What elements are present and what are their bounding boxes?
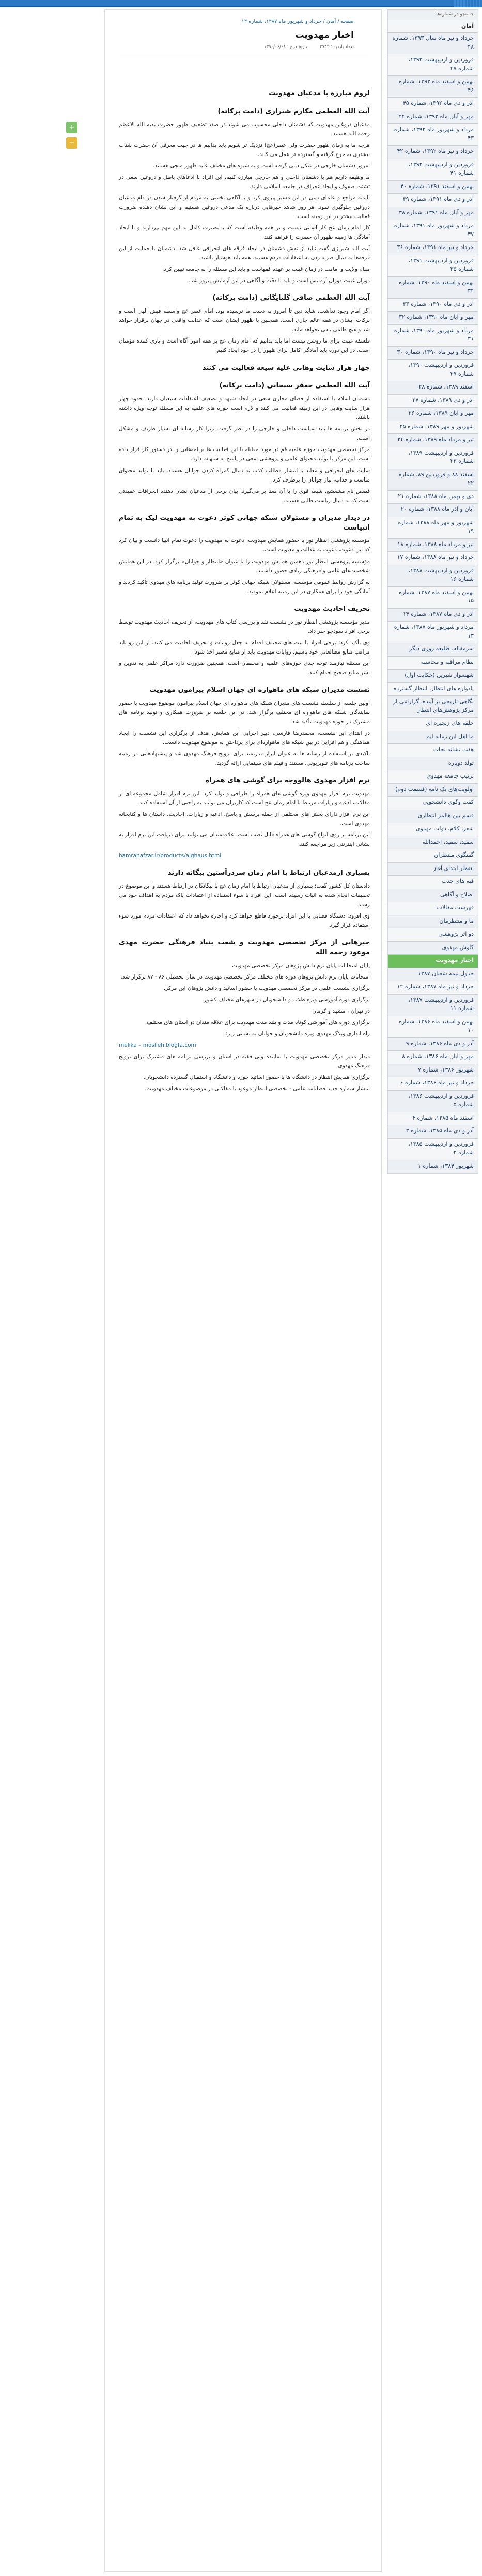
paragraph: دادستان کل کشور گفت: بسیاری از مدعیان ارتباط با امام زمان عج با بیگانگان در ارتباط هستند و این موضوع در تحقیقات انجام شده به اثبات رسیده است. این افراد با سوء استفاده از اعتقادات پاک مردم به اهداف خود می رسند. xyxy=(119,883,370,908)
section-heading: تحریف احادیث مهدویت xyxy=(294,604,370,613)
sidebar-item[interactable]: هفت نشانه نجات xyxy=(388,744,478,757)
breadcrumb-separator: / xyxy=(337,19,339,24)
issues-sidebar xyxy=(387,9,478,1174)
breadcrumb-separator: / xyxy=(323,19,325,24)
sidebar-item[interactable]: بهمن و اسفند ماه ۱۳۸۶، شماره ۱۰ xyxy=(388,1016,478,1038)
paragraph: سایت های انحرافی و معاند با انتشار مطالب کذب به دنبال گمراه کردن جوانان هستند. باید با تولید محتوای مناسب و جذاب، نیاز جوانان را برطرف کرد. xyxy=(119,467,370,483)
sidebar-item[interactable]: فروردین و اردیبهشت ۱۳۸۵، شماره ۲ xyxy=(388,1139,478,1160)
paragraph: مدیر مؤسسه پژوهشی انتظار نور در نشست نقد و بررسی کتاب های مهدویت، از تحریف احادیث مهدویت توسط برخی افراد سودجو خبر داد. xyxy=(119,618,370,634)
sidebar-item[interactable]: انتظار ابتدای آغاز xyxy=(388,863,478,876)
sidebar-item[interactable]: خرداد و تیر ماه ۱۳۸۶، شماره ۶ xyxy=(388,1077,478,1091)
publish-date: تاریخ درج : ۱۳۹۰/۰۶/۰۸ xyxy=(263,44,307,50)
paragraph: تاکیدی بر استفاده از رسانه ها به عنوان ابزار قدرتمند برای ترویج فرهنگ مهدوی شد و پیشنهادهایی در زمینه ساخت برنامه های تلویزیونی، مستند و فیلم های سینمایی ارائه گردید. xyxy=(119,750,370,766)
sidebar-item[interactable]: تیر و مرداد ماه ۱۳۸۹، شماره ۲۴ xyxy=(388,434,478,447)
sidebar-item[interactable]: شهریور ۱۳۸۴، شماره ۱ xyxy=(388,1160,478,1174)
paragraph: مؤسسه پژوهشی انتظار نور دهمین همایش مهدویت را با عنوان «انتظار و جوانان» برگزار کرد. در این همایش شخصیت‌های علمی و فرهنگی زیادی حضور داشتند. xyxy=(119,558,370,574)
sidebar-item[interactable]: تولد دوباره xyxy=(388,757,478,771)
sidebar-item[interactable]: مرداد و شهریور ماه ۱۳۹۲، شماره ۴۳ xyxy=(388,124,478,146)
sidebar-item[interactable]: شعر، کلام، دولت مهدوی xyxy=(388,823,478,836)
paragraph: آیت الله شیرازی گفت نباید از نقش دشمنان در ایجاد فرقه های انحرافی غافل شد. دشمنان با حمایت از این فرقه‌ها به دنبال ضربه زدن به اعتقادات مردم هستند. همه باید هوشیار باشند. xyxy=(119,245,370,261)
article-meta xyxy=(106,44,354,50)
sidebar-search-header[interactable]: جستجو در شماره‌ها xyxy=(388,10,478,20)
paragraph: این مسئله نیازمند توجه جدی حوزه‌های علمیه و محققان است. همچنین ضرورت دارد مراکز علمی به تدوین و نشر منابع صحیح اقدام کنند. xyxy=(119,660,370,676)
paragraph: امتحانات پایان ترم دانش پژوهان دوره های مختلف مرکز تخصصی مهدویت در سال تحصیلی ۸۶ - ۸۷ برگزار شد. xyxy=(120,973,370,980)
sidebar-item[interactable]: نگاهی تاریخی بر آینده، گزارشی از مرکز پژوهش‌های انتظار xyxy=(388,696,478,718)
sidebar-item[interactable]: آبان و آذر ماه ۱۳۸۸، شماره ۲۰ xyxy=(388,504,478,517)
sidebar-item[interactable]: فروردین و اردیبهشت ۱۳۹۱، شماره ۳۵ xyxy=(388,255,478,277)
section-heading: لزوم مبارزه با مدعیان مهدویت xyxy=(269,89,370,97)
sidebar-item[interactable]: گفتگوی منتظران xyxy=(388,849,478,863)
sidebar-list xyxy=(388,33,478,1173)
paragraph: به گزارش روابط عمومی مؤسسه، مسئولان شبکه جهانی کوثر بر ضرورت تولید برنامه های مهدوی تأکید کردند و آمادگی خود را برای همکاری در این زمینه اعلام نمودند. xyxy=(119,579,370,595)
paragraph: این برنامه بر روی انواع گوشی های همراه قابل نصب است. علاقه‌مندان می توانند برای دریافت این نرم افزار به نشانی اینترنتی زیر مراجعه کنند. xyxy=(119,832,370,848)
sidebar-item[interactable]: مرداد و شهریور ماه ۱۳۹۰، شماره ۳۱ xyxy=(388,325,478,347)
paragraph: فلسفه غیبت برای ما روشن نیست اما باید بدانیم که امام زمان عج بر همه امور آگاه است و یاری کننده مؤمنان است. در این دوره باید آمادگی کامل برای ظهور را در خود ایجاد کنیم. xyxy=(119,338,370,354)
sidebar-item[interactable]: ترتیب جامعه مهدوی xyxy=(388,770,478,784)
sidebar-item[interactable]: اسفند ماه ۱۳۸۵، شماره ۴ xyxy=(388,1112,478,1126)
paragraph: اولین جلسه از سلسله نشست های مدیران شبکه های ماهواره ای جهان اسلام پیرامون موضوع مهدویت با حضور نمایندگان شبکه های ماهواره ای مختلف برگزار شد. در این جلسه بر ضرورت همکاری و تولید برنامه های مشترک در حوزه مهدویت تأکید شد. xyxy=(119,700,370,725)
sidebar-item[interactable]: فروردین و اردیبهشت ۱۳۸۸، شماره ۱۶ xyxy=(388,565,478,587)
sidebar-item[interactable]: خرداد و تیر ماه ۱۳۹۱، شماره ۳۶ xyxy=(388,242,478,255)
paragraph: دوران غیبت دوران آزمایش است و باید با دقت و آگاهی در این آزمایش پیروز شد. xyxy=(189,277,370,284)
paragraph: هرچه ما به زمان ظهور حضرت ولی عصر(عج) نزدیک تر شویم باید بدانیم ها در جهت معرفی آن حضرت شتاب بیشتری به خرج گرفته و گسترده تر عمل می کنند. xyxy=(119,142,370,158)
sidebar-item[interactable]: ما و منتظرمان xyxy=(388,915,478,929)
section-heading: خبرهایی از مرکز تخصصی مهدویت و شعب بنیاد فرهنگی حضرت مهدی موعود رحمه الله xyxy=(119,939,370,957)
sidebar-item[interactable]: آذر و دی ماه ۱۳۸۵، شماره ۳ xyxy=(388,1125,478,1139)
paragraph: امروز دشمنان خارجی در شکل دینی گرفته است و به شیوه های مختلف علیه ظهور منجی هستند. xyxy=(153,162,370,169)
paragraph: قصص نام مشعشع، شیعه قوی را با آن معنا بر می‌گیرد. بیان برخی از مدعیان نشان دهنده انحرافات عقیدتی است که به دنبال ریاست طلبی هستند. xyxy=(119,488,370,504)
section-heading: بسیاری ازمدعیان ارتباط با امام زمان سردرآستین بیگانه دارند xyxy=(167,869,370,877)
paragraph: برگزاری نشست علمی در مرکز تخصصی مهدویت با حضور اساتید و دانش پژوهان این مرکز. xyxy=(163,985,370,992)
paragraph: بایدبه مراجع و علمای دینی در این مسیر پیروی کرد و با آگاهی بخشی به مردم از گرفتار شدن در دام مدعیان دروغین جلوگیری نمود. هر روز شاهد خبرهایی درباره یک مدعی دروغین هستیم و این نشان دهنده ضرورت فعالیت بیشتر در این زمینه است. xyxy=(119,195,370,220)
sidebar-item[interactable]: بهمن و اسفند ماه ۱۳۹۲، شماره ۴۶ xyxy=(388,76,478,98)
article-link[interactable]: melika – moslleh.blogfa.com xyxy=(119,1042,196,1049)
paragraph: مدعیان دروغین مهدویت که دشمنان داخلی محسوب می شوند در صدد تضعیف ظهور حضرت بقیه الله الاعظم رحمه الله هستند. xyxy=(119,121,370,137)
sidebar-item[interactable]: دی و بهمن ماه ۱۳۸۸، شماره ۲۱ xyxy=(388,491,478,504)
sidebar-item[interactable]: ما اهل این زمانه ایم xyxy=(388,731,478,744)
paragraph: در تهران ، مشهد و کرمان xyxy=(312,1008,370,1015)
view-count: تعداد بازدید : ۳۷۴۴ xyxy=(320,44,354,50)
sidebar-item[interactable]: نظام مراقبه و محاسبه xyxy=(388,657,478,670)
sidebar-item[interactable]: فروردین و اردیبهشت ۱۳۹۲، شماره ۴۱ xyxy=(388,159,478,181)
paragraph: دشمنان اسلام با استفاده از فضای مجازی سعی در ایجاد شبهه و تضعیف اعتقادات شیعیان دارند. حدود چهار هزار سایت وهابی در این زمینه فعالیت می کنند و لازم است حوزه های علمیه به این مسئله توجه ویژه داشته باشند. xyxy=(119,396,370,421)
sidebar-item[interactable]: آذر و دی ماه ۱۳۸۶، شماره ۹ xyxy=(388,1038,478,1051)
sidebar-item[interactable]: مهر و آبان ماه ۱۳۹۲، شماره ۴۴ xyxy=(388,111,478,125)
sidebar-item[interactable]: مرداد و شهریور ماه ۱۳۹۱، شماره ۳۷ xyxy=(388,220,478,242)
sidebar-item[interactable]: فروردین و اردیبهشت ۱۳۸۷، شماره ۱۱ xyxy=(388,995,478,1016)
top-bar-stripes xyxy=(454,0,482,7)
section-heading: نرم افزار مهدوی هالووجه برای گوشی های همراه xyxy=(205,776,370,784)
sidebar-item[interactable]: خرداد و تیر ماه ۱۳۹۰، شماره ۳۰ xyxy=(388,347,478,360)
section-heading: چهار هزار سایت وهابی علیه شیعه فعالیت می کنند xyxy=(202,364,370,372)
sidebar-item[interactable]: بهمن و اسفند ۱۳۹۱، شماره ۴۰ xyxy=(388,181,478,194)
paragraph: ما وظیفه داریم هم با دشمنان داخلی و هم خارجی مبارزه کنیم، این افراد با ادعاهای باطل و دروغین سعی در تشتت صفوف و ایجاد انحراف در جامعه اسلامی دارند. xyxy=(119,174,370,190)
paragraph: راه اندازی وبلاگ مهدوی ویژه دانشجویان و جوانان به نشانی زیر: xyxy=(225,1031,370,1037)
paragraph: وی تأکید کرد: برخی افراد با نیت های مختلف اقدام به جعل روایات و تحریف احادیث می کنند، از این رو باید مراقب منابع مطالعاتی خود باشیم. روایات مهدویت باید از منابع معتبر اخذ شود. xyxy=(119,639,370,655)
sidebar-item[interactable]: شهریور و مهر ۱۳۸۹، شماره ۲۵ xyxy=(388,421,478,434)
section-heading: نشست مدیران شبکه های ماهواره ای جهان اسلام پیرامون مهدویت xyxy=(149,686,370,694)
paragraph: پایان امتحانات پایان ترم دانش پژوهان مرکز تخصصی مهدویت xyxy=(232,962,370,969)
sidebar-item[interactable]: شهریور ۱۳۸۶، شماره ۷ xyxy=(388,1064,478,1078)
sidebar-item[interactable]: خرداد و تیر ماه سال ۱۳۹۳، شماره ۴۸ xyxy=(388,33,478,54)
sidebar-item[interactable]: کفت وگوی دانشجویی xyxy=(388,797,478,810)
sidebar-item[interactable]: اصلاح و آگاهی xyxy=(388,889,478,903)
paragraph: مرکز تخصصی مهدویت حوزه علمیه قم در مورد مقابله با این فعالیت ها برنامه‌هایی را در دستور کار قرار داده است. این مرکز با تولید محتوای علمی و پژوهشی سعی در پاسخ به شبهات دارد. xyxy=(119,446,370,462)
sidebar-item[interactable]: حلقه های زنجیره ای xyxy=(388,718,478,731)
paragraph: برگزاری دوره های آموزشی کوتاه مدت و بلند مدت مهدویت برای علاقه مندان در استان های مختلف. xyxy=(145,1019,370,1026)
zoom-in-tab[interactable]: + xyxy=(66,122,77,133)
sidebar-item[interactable]: کاوش مهدوی xyxy=(388,942,478,955)
paragraph: برگزاری همایش انتظار در دانشگاه ها با حضور اساتید حوزه و دانشگاه و استقبال گسترده دانشجویان. xyxy=(143,1074,370,1081)
paragraph: مقام ولایت و امامت در زمان غیبت بر عهده فقهاست و باید این مسئله را به جامعه تبیین کرد. xyxy=(162,266,370,273)
sidebar-item[interactable]: مهر و آبان ماه ۱۳۹۰، شماره ۳۲ xyxy=(388,312,478,325)
sidebar-item[interactable]: فهرست مقالات xyxy=(388,902,478,915)
breadcrumb-item[interactable]: خرداد و شهریور ماه ۱۳۸۷، شماره ۱۳ xyxy=(241,19,322,24)
sidebar-item[interactable]: شهسوار شیرین (حکایت اول) xyxy=(388,670,478,683)
paragraph: مؤسسه پژوهشی انتظار نور با حضور همایش مهدویت، دعوت به مهدویت را دعوت تمام انبیا دانست و بیان کرد که این دعوت، دعوت به عدالت و معنویت است. xyxy=(119,537,370,553)
section-heading: آیت الله العظمی مکارم شیرازی (دامت برکاته) xyxy=(217,107,370,115)
sidebar-item[interactable]: خرداد و تیر ماه ۱۳۸۸، شماره ۱۷ xyxy=(388,552,478,565)
sidebar-item[interactable]: اولویت‌های یک نامه (قسمت دوم) xyxy=(388,784,478,797)
breadcrumb-item[interactable]: آمان xyxy=(326,19,336,24)
sidebar-title: آمان xyxy=(388,20,478,33)
paragraph: در ابتدای این نشست، محمدرضا فارسی، دبیر اجرایی این همایش، هدف از برگزاری این نشست را ایجاد هماهنگی و هم افزایی در بین شبکه های ماهواره‌ای برای پرداختن به موضوع مهدویت دانست. xyxy=(119,730,370,746)
paragraph: وی افزود: دستگاه قضایی با این افراد برخورد قاطع خواهد کرد و اجازه نخواهد داد که اعتقادات مردم مورد سوء استفاده قرار گیرد. xyxy=(119,913,370,929)
section-heading: آیت الله العظمی صافی گلپایگانی (دامت برکاته) xyxy=(212,294,370,302)
article-link[interactable]: hamrahafzar.ir/products/alghaus.html xyxy=(119,852,222,859)
sidebar-item[interactable]: دو اثر پژوهشی xyxy=(388,928,478,942)
sidebar-item[interactable]: تیر و مرداد ماه ۱۳۸۸، شماره ۱۸ xyxy=(388,539,478,552)
sidebar-item[interactable]: بهمن و اسفند ماه ۱۳۸۷، شماره ۱۵ xyxy=(388,587,478,609)
sidebar-item[interactable]: فروردین و اردیبهشت ۱۳۹۳، شماره ۴۷ xyxy=(388,54,478,76)
zoom-out-tab[interactable]: − xyxy=(66,137,77,149)
sidebar-item[interactable]: جدول نیمه شعبان ۱۳۸۷ xyxy=(388,968,478,982)
breadcrumb-item[interactable]: صفحه xyxy=(340,19,354,24)
sidebar-item[interactable]: آذر و دی ماه ۱۳۹۱، شماره ۳۹ xyxy=(388,194,478,207)
sidebar-item[interactable]: قبه های جذب xyxy=(388,876,478,889)
sidebar-item[interactable]: خرداد و تیر ماه ۱۳۹۲، شماره ۴۲ xyxy=(388,146,478,159)
section-heading: آیت الله العظمی جعفر سبحانی (دامت برکاته) xyxy=(219,382,370,390)
side-tabs xyxy=(66,122,77,153)
paragraph: اگر امام وجود نداشت، شاید دین تا امروز به دست ما نرسیده بود. امام عصر عج واسطه فیض الهی است و برکات ایشان در همه عالم جاری است. همچنین با ظهور ایشان است که عدالت واقعی در جهان برقرار خواهد شد و هیچ ظلمی باقی نخواهد ماند. xyxy=(119,308,370,333)
section-heading: در دیدار مدیران و مسئولان شبکه جهانی کوثر دعوت به مهدویت لیک به تمام انبیاست xyxy=(119,514,370,532)
sidebar-item[interactable]: فروردین و اردیبهشت ۱۳۸۶، شماره ۵ xyxy=(388,1091,478,1112)
sidebar-item[interactable]: اسفند ۸۸ و فروردین ۸۹، شماره ۲۲ xyxy=(388,469,478,491)
sidebar-item[interactable]: مهر و آبان ماه ۱۳۸۶، شماره ۸ xyxy=(388,1051,478,1064)
sidebar-item[interactable]: سرمقاله، طلیعه روزی دیگر xyxy=(388,643,478,657)
paragraph: این نرم افزار دارای بخش های مختلفی از جمله پرسش و پاسخ، ادعیه و زیارات، احادیث، داستان ها و کتابخانه مهدوی است. xyxy=(119,811,370,827)
paragraph: انتشار شماره جدید فصلنامه علمی - تخصصی انتظار موعود با مقالاتی در موضوعات مختلف مهدویت. xyxy=(145,1085,370,1092)
sidebar-item[interactable]: مرداد و شهریور ماه ۱۳۸۷، شماره ۱۳ xyxy=(388,622,478,643)
sidebar-item[interactable]: یاد‌واره های انتظار، انتظار گسترده xyxy=(388,683,478,696)
sidebar-item[interactable]: شهریور و مهر ماه ۱۳۸۸، شماره ۱۹ xyxy=(388,517,478,539)
paragraph: در بخش برنامه ها باید سیاست داخلی و خارجی را در نظر گرفت، زیرا کار رسانه ای بسیار ظریف و مشکل است. xyxy=(119,426,370,442)
sidebar-item[interactable]: سفید، سفید، احمد‌الله xyxy=(388,836,478,850)
page-title: اخبار مهدویت xyxy=(295,30,354,40)
top-bar xyxy=(0,0,482,7)
sidebar-item[interactable]: اسفند ۱۳۸۹، شماره ۲۸ xyxy=(388,381,478,395)
sidebar-item[interactable]: فروردین و اردیبهشت ۱۳۹۰، شماره ۲۹ xyxy=(388,360,478,381)
article-body xyxy=(119,89,370,1095)
sidebar-item[interactable]: خرداد و تیر ماه ۱۳۸۷، شماره ۱۲ xyxy=(388,981,478,995)
paragraph: مهدویت نرم افزار مهدوی ویژه گوشی های همراه را طراحی و تولید کرد. این نرم افزار شامل مجموعه ای از مقالات، ادعیه و زیارات مرتبط با امام زمان عج است که کاربران می توانند به راحتی از آن استفاده کنند. xyxy=(119,790,370,806)
sidebar-item[interactable]: آذر و دی ماه ۱۳۹۰، شماره ۳۳ xyxy=(388,299,478,312)
sidebar-item[interactable]: بهمن و اسفند ماه ۱۳۹۰، شماره ۳۴ xyxy=(388,277,478,299)
sidebar-item[interactable]: آذر و دی ماه ۱۳۸۷، شماره ۱۴ xyxy=(388,609,478,622)
sidebar-item[interactable]: فروردین و اردیبهشت ۱۳۸۹، شماره ۲۳ xyxy=(388,447,478,469)
paragraph: کار امام زمان عج کار آسانی نیست و بر همه وظیفه است که با بصیرت کامل به این مهم بپردازند و با ایجاد آمادگی ها زمینه ظهور آن حضرت را فراهم کنند. xyxy=(119,225,370,241)
sidebar-item[interactable]: آذر و دی ۱۳۸۹، شماره ۲۷ xyxy=(388,395,478,408)
sidebar-item-active[interactable]: اخبار مهدویت xyxy=(388,955,478,968)
sidebar-item[interactable]: مهر و آبان ماه ۱۳۹۱، شماره ۳۸ xyxy=(388,207,478,221)
paragraph: برگزاری دوره آموزشی ویژه طلاب و دانشجویان در شهرهای مختلف کشور. xyxy=(201,997,370,1003)
sidebar-item[interactable]: آذر و دی ماه ۱۳۹۲، شماره ۴۵ xyxy=(388,98,478,111)
sidebar-item[interactable]: مهر و آبان ۱۳۸۹، شماره ۲۶ xyxy=(388,408,478,421)
paragraph: دیدار مدیر مرکز تخصصی مهدویت با نماینده ولی فقیه در استان و بررسی برنامه های مشترک برای ترویج فرهنگ مهدوی. xyxy=(119,1053,370,1069)
sidebar-item[interactable]: قسم بین هالمز انتظاری xyxy=(388,810,478,824)
breadcrumb xyxy=(240,19,354,24)
